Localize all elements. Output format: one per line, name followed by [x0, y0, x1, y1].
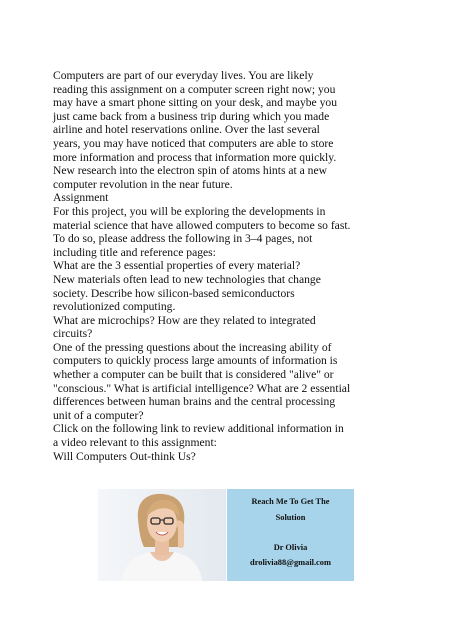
text-line: To do so, please address the following in 3–4 pages, not [53, 232, 313, 246]
video-link-title: Will Computers Out-think Us? [53, 449, 196, 463]
question-line: differences between human brains and the central processing [53, 395, 336, 409]
woman-with-glasses-photo [98, 489, 226, 581]
contact-advertisement[interactable] [98, 489, 354, 581]
text-line: including title and reference pages: [53, 245, 216, 259]
question-line: One of the pressing questions about the increasing ability of [53, 340, 332, 354]
text-line: a video relevant to this assignment: [53, 436, 217, 450]
question-line: What are microchips? How are they related to integrated [53, 313, 316, 327]
text-line: Click on the following link to review additional information in [53, 422, 344, 436]
question-line: revolutionized computing. [53, 300, 176, 314]
question-line: "conscious." What is artificial intelligence? What are 2 essential [53, 381, 351, 395]
text-line: may have a smart phone sitting on your desk, and maybe you [53, 96, 337, 110]
document-body [53, 69, 433, 463]
contact-name: Dr Olivia [273, 543, 308, 552]
question-line: unit of a computer? [53, 408, 144, 422]
text-line: airline and hotel reservations online. Over the last several [53, 123, 320, 137]
question-line: whether a computer can be built that is considered "alive" or [53, 368, 334, 382]
question-line: What are the 3 essential properties of every material? [53, 259, 301, 273]
text-line: years, you may have noticed that computers are able to store [53, 136, 334, 150]
text-line: more information and process that information more quickly. [53, 150, 337, 164]
question-line: computers to quickly process large amounts of information is [53, 354, 338, 368]
text-line: For this project, you will be exploring the developments in [53, 204, 326, 218]
section-heading-assignment: Assignment [53, 191, 109, 205]
contact-email-link[interactable]: drolivia88@gmail.com [250, 558, 331, 567]
question-line: circuits? [53, 327, 93, 341]
woman-portrait-illustration [98, 489, 226, 581]
ad-headline: Reach Me To Get The [251, 497, 330, 506]
text-line: computer revolution in the near future. [53, 177, 233, 191]
question-line: society. Describe how silicon-based semiconductors [53, 286, 295, 300]
ad-headline-solution: Solution [275, 513, 306, 522]
text-line: New research into the electron spin of atoms hints at a new [53, 164, 327, 178]
text-line: material science that have allowed computers to become so fast. [53, 218, 351, 232]
text-line: just came back from a business trip during which you made [53, 109, 330, 123]
contact-panel[interactable] [227, 489, 354, 581]
text-line: reading this assignment on a computer screen right now; you [53, 82, 336, 96]
text-line: Computers are part of our everyday lives. You are likely [53, 69, 314, 82]
question-line: New materials often lead to new technologies that change [53, 272, 321, 286]
